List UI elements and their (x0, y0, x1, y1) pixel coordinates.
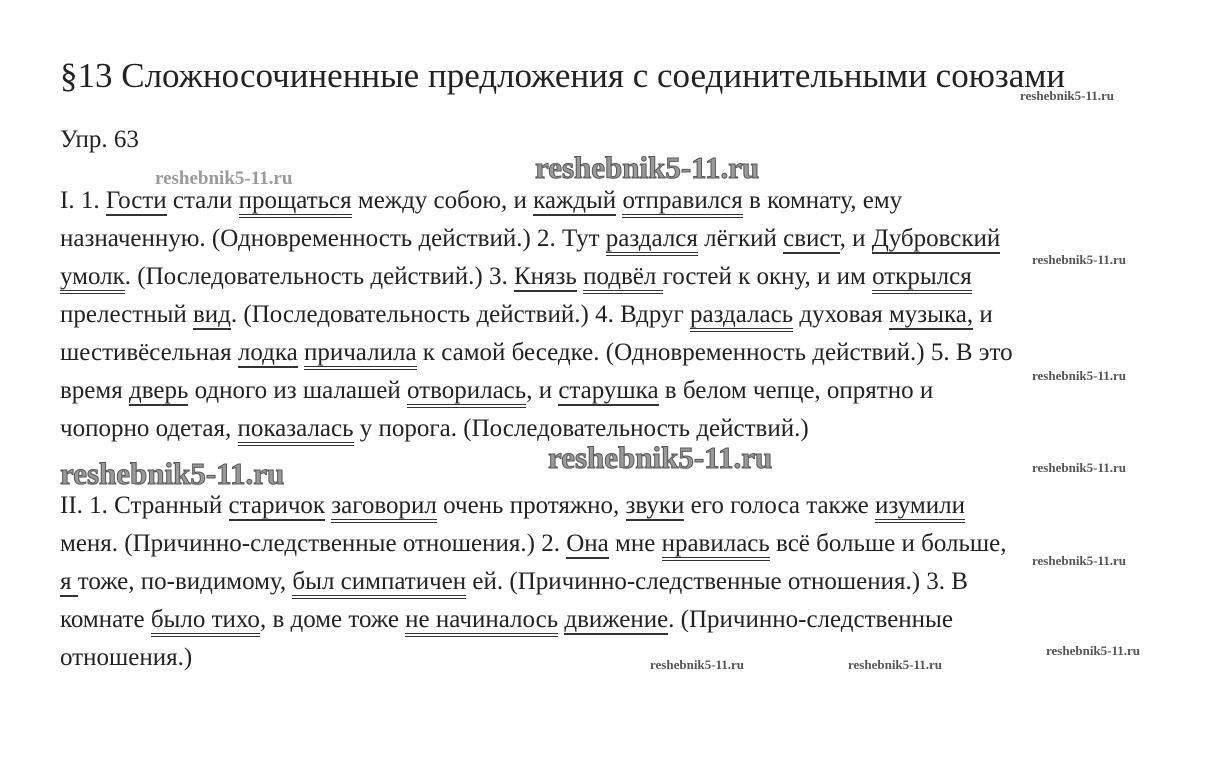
predicate-word: нравилась (662, 530, 770, 561)
watermark: reshebnik5-11.ru (1032, 460, 1127, 475)
text-segment: гостей к окну, и им (662, 263, 873, 290)
answer-section-2 (60, 487, 1170, 677)
subject-word: старичок (228, 492, 326, 519)
predicate-word: показалась (238, 415, 354, 446)
subject-word: звуки (625, 492, 685, 519)
watermark: reshebnik5-11.ru (848, 657, 943, 672)
exercise-label: Упр. 63 (60, 126, 139, 153)
watermark: reshebnik5-11.ru (1046, 643, 1141, 658)
text-segment: духовая (793, 301, 889, 328)
predicate-word: отправился (622, 187, 742, 218)
text-segment: стали (166, 187, 239, 214)
subject-word: лодка (237, 339, 298, 366)
watermark: reshebnik5-11.ru (155, 168, 293, 189)
text-segment: одного из шалашей (188, 377, 407, 404)
text-segment: . (Последовательность действий.) 3. (124, 263, 514, 290)
predicate-word: изумили (875, 492, 965, 523)
text-line (60, 487, 1170, 525)
text-line (60, 334, 1170, 372)
text-segment: комнате (60, 606, 151, 633)
predicate-word: открылся (872, 263, 972, 294)
watermark: reshebnik5-11.ru (650, 657, 745, 672)
subject-word: дверь (128, 377, 189, 404)
text-line (60, 563, 1170, 601)
text-line (60, 296, 1170, 334)
text-line (60, 525, 1170, 563)
text-segment: ей. (Причинно-следственные отношения.) 3. В (466, 568, 968, 595)
text-segment: его голоса также (684, 492, 875, 519)
watermark: reshebnik5-11.ru (1032, 252, 1127, 267)
subject-word: я (60, 568, 78, 595)
predicate-word: было тихо (151, 606, 260, 637)
text-line (60, 258, 1170, 296)
watermark: reshebnik5-11.ru (1032, 553, 1127, 568)
text-segment: , в доме тоже (259, 606, 406, 633)
predicate-word: причалила (304, 339, 417, 370)
predicate-word: умолк (60, 263, 125, 294)
subject-word: Дубровский (871, 225, 1001, 252)
text-segment: . (Последовательность действий.) 4. Вдруг (230, 301, 691, 328)
subject-word: Она (566, 530, 609, 557)
text-segment: в комнату, ему (742, 187, 903, 214)
subject-word: старушка (558, 377, 659, 404)
text-segment: между собою, и (351, 187, 534, 214)
answer-section-1 (60, 182, 1170, 448)
text-line (60, 639, 1170, 677)
subject-word: движение (564, 606, 669, 633)
text-segment: отношения.) (60, 644, 193, 671)
predicate-word: не начиналось (405, 606, 558, 637)
predicate-word: раздался (606, 225, 698, 256)
text-segment: II. 1. Странный (60, 492, 229, 519)
text-line (60, 372, 1170, 410)
subject-word: Гости (105, 187, 167, 214)
text-segment: время (60, 377, 129, 404)
predicate-word: был симпатичен (292, 568, 466, 599)
text-segment: всё больше и больше, (769, 530, 1007, 557)
text-segment: в белом чепце, опрятно и (658, 377, 934, 404)
text-segment: у порога. (Последовательность действий.) (353, 415, 809, 442)
text-segment: тоже, по-видимому, (77, 568, 293, 595)
watermark: reshebnik5-11.ru (60, 456, 285, 491)
text-segment: , и (839, 225, 872, 252)
predicate-word: прощаться (239, 187, 352, 218)
text-segment: , и (526, 377, 559, 404)
watermark: reshebnik5-11.ru (1032, 368, 1127, 383)
predicate-word: подвёл (583, 263, 663, 294)
subject-word: каждый (533, 187, 617, 214)
subject-word: свист (783, 225, 840, 252)
text-segment: . (Причинно-следственные (668, 606, 953, 633)
text-segment: меня. (Причинно-следственные отношения.) 2. (60, 530, 567, 557)
watermark: reshebnik5-11.ru (1020, 88, 1115, 103)
predicate-word: заговорил (331, 492, 437, 523)
predicate-word: раздалась (690, 301, 793, 332)
text-segment: прелестный (60, 301, 193, 328)
text-segment: мне (608, 530, 662, 557)
subject-word: музыка, (888, 301, 974, 328)
subject-word: вид (193, 301, 231, 328)
text-segment: к самой беседке. (Одновременность действий.) 5. В это (416, 339, 1013, 366)
text-line (60, 182, 1170, 220)
text-segment: назначенную. (Одновременность действий.) 2. Тут (60, 225, 606, 252)
text-line (60, 601, 1170, 639)
text-line (60, 410, 1170, 448)
text-segment: и (973, 301, 993, 328)
text-line (60, 220, 1170, 258)
watermark: reshebnik5-11.ru (535, 150, 760, 185)
text-segment: шестивёсельная (60, 339, 238, 366)
text-segment: очень протяжно, (436, 492, 626, 519)
predicate-word: отворилась (407, 377, 526, 408)
subject-word: Князь (513, 263, 577, 290)
page-title: §13 Сложносочиненные предложения с соединительными союзами (60, 56, 1066, 95)
text-segment: лёгкий (697, 225, 784, 252)
text-segment: I. 1. (60, 187, 106, 214)
text-segment: чопорно одетая, (60, 415, 238, 442)
watermark: reshebnik5-11.ru (548, 440, 773, 475)
